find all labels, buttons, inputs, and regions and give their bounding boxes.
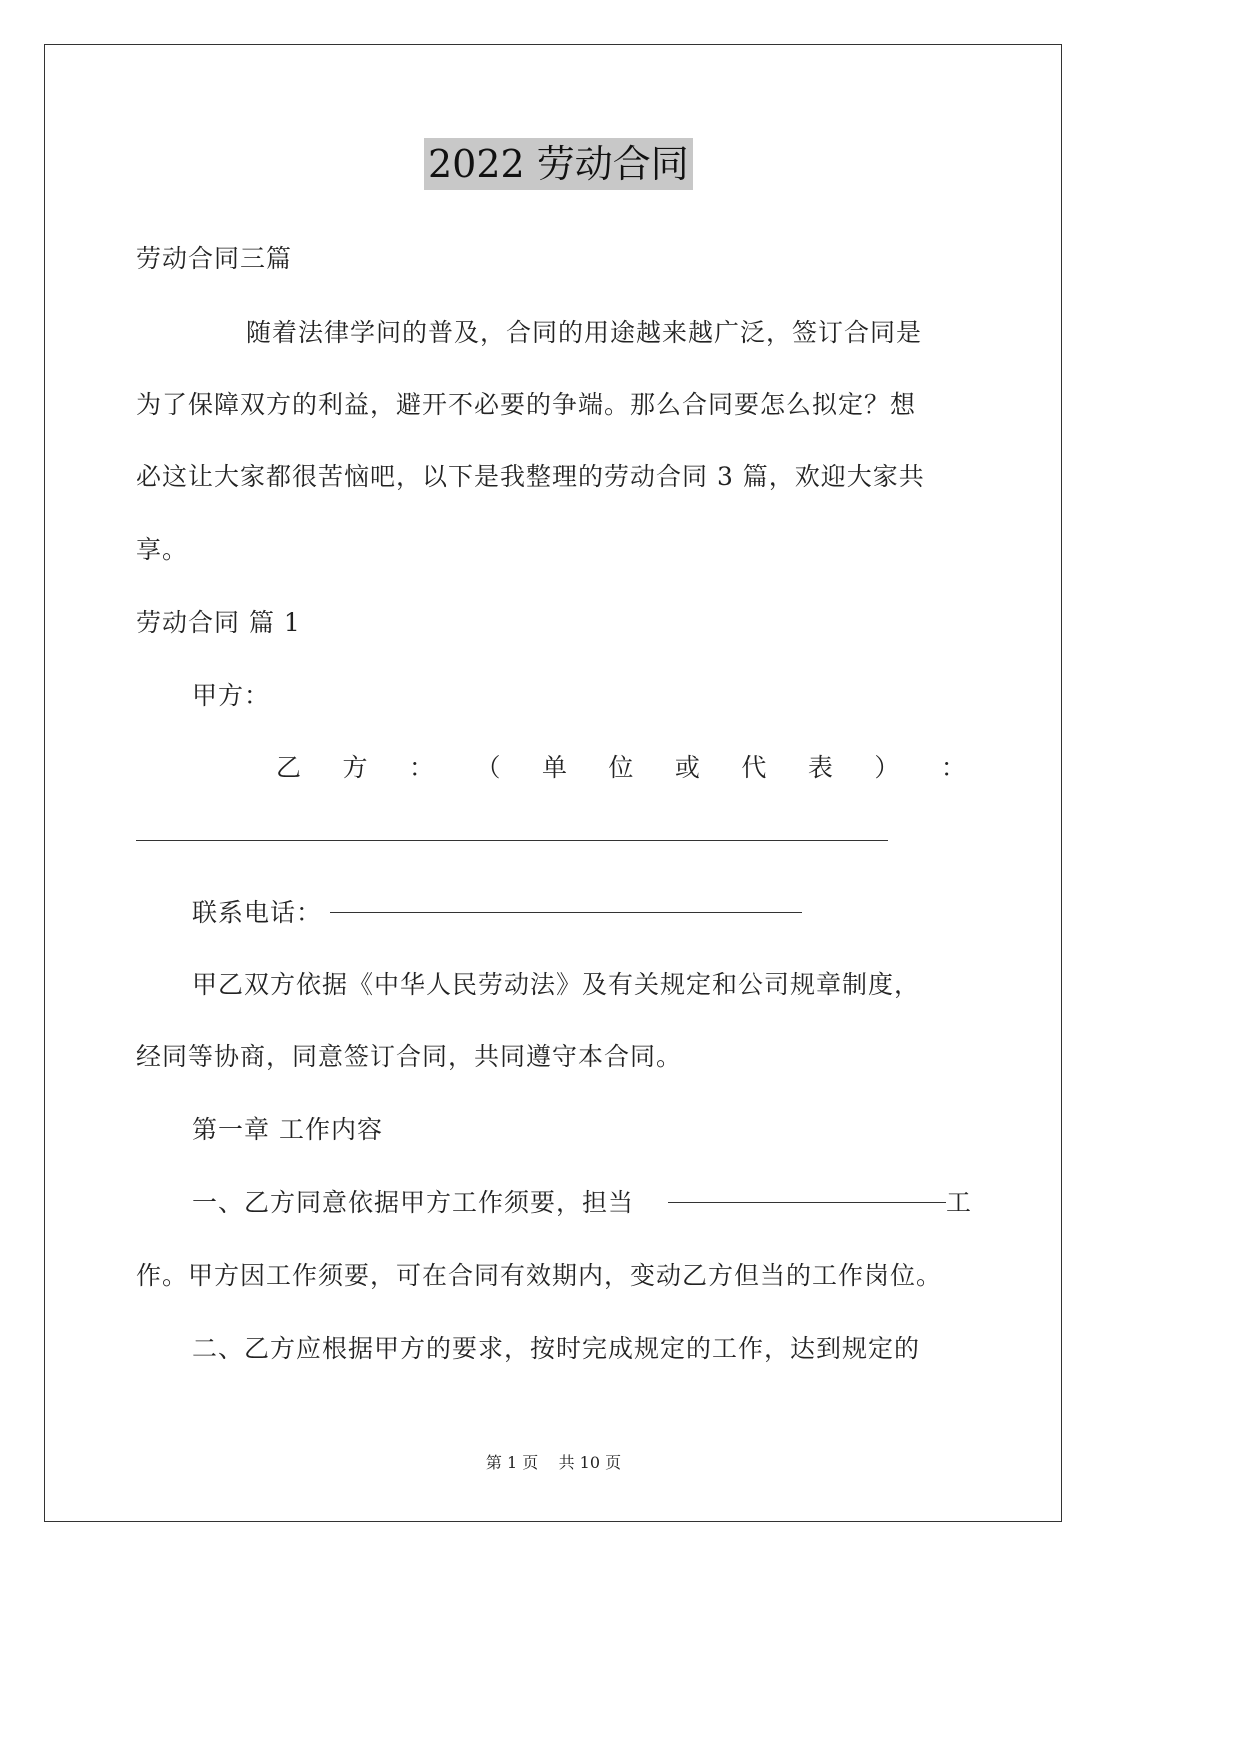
party-b-char: ： <box>940 753 966 782</box>
party-b-label <box>276 751 966 785</box>
party-b-char: ） <box>874 753 900 782</box>
chapter-heading-1: 第一章 工作内容 <box>192 1115 383 1144</box>
party-b-char: 表 <box>807 753 833 782</box>
party-a-label: 甲方： <box>192 681 271 710</box>
party-b-char: 或 <box>674 753 700 782</box>
agreement-line-1: 甲乙双方依据《中华人民劳动法》及有关规定和公司规章制度， <box>192 970 921 999</box>
section-heading-1: 劳动合同 篇 1 <box>136 608 301 637</box>
intro-line-1: 随着法律学问的普及，合同的用途越来越广泛，签订合同是 <box>246 318 923 347</box>
party-b-char: 位 <box>608 753 634 782</box>
party-b-char: ： <box>408 753 434 782</box>
phone-label: 联系电话： <box>192 898 323 927</box>
clause-1-line-1: 一、乙方同意依据甲方工作须要，担当 <box>192 1188 635 1217</box>
page-footer: 第 1 页 共 10 页 <box>485 1453 622 1472</box>
party-b-blank-line <box>136 840 888 841</box>
clause-1-line-1-end: 工 <box>946 1188 973 1217</box>
intro-line-3: 必这让大家都很苦恼吧，以下是我整理的劳动合同 3 篇，欢迎大家共 <box>136 462 925 491</box>
clause-1-line-2: 作。甲方因工作须要，可在合同有效期内，变动乙方但当的工作岗位。 <box>136 1261 943 1290</box>
party-b-char: 代 <box>741 753 767 782</box>
party-b-char: （ <box>475 753 501 782</box>
phone-blank-line <box>330 912 802 913</box>
intro-line-2: 为了保障双方的利益，避开不必要的争端。那么合同要怎么拟定？想 <box>136 390 917 419</box>
agreement-line-2: 经同等协商，同意签订合同，共同遵守本合同。 <box>136 1042 683 1071</box>
clause-2-line-1: 二、乙方应根据甲方的要求，按时完成规定的工作，达到规定的 <box>192 1334 921 1363</box>
party-b-char: 乙 <box>276 753 302 782</box>
intro-line-4: 享。 <box>136 535 189 564</box>
document-title: 2022 劳动合同 <box>424 138 693 190</box>
job-blank-line <box>668 1202 946 1203</box>
party-b-char: 单 <box>541 753 567 782</box>
party-b-char: 方 <box>342 753 368 782</box>
heading-three-contracts: 劳动合同三篇 <box>136 244 293 273</box>
